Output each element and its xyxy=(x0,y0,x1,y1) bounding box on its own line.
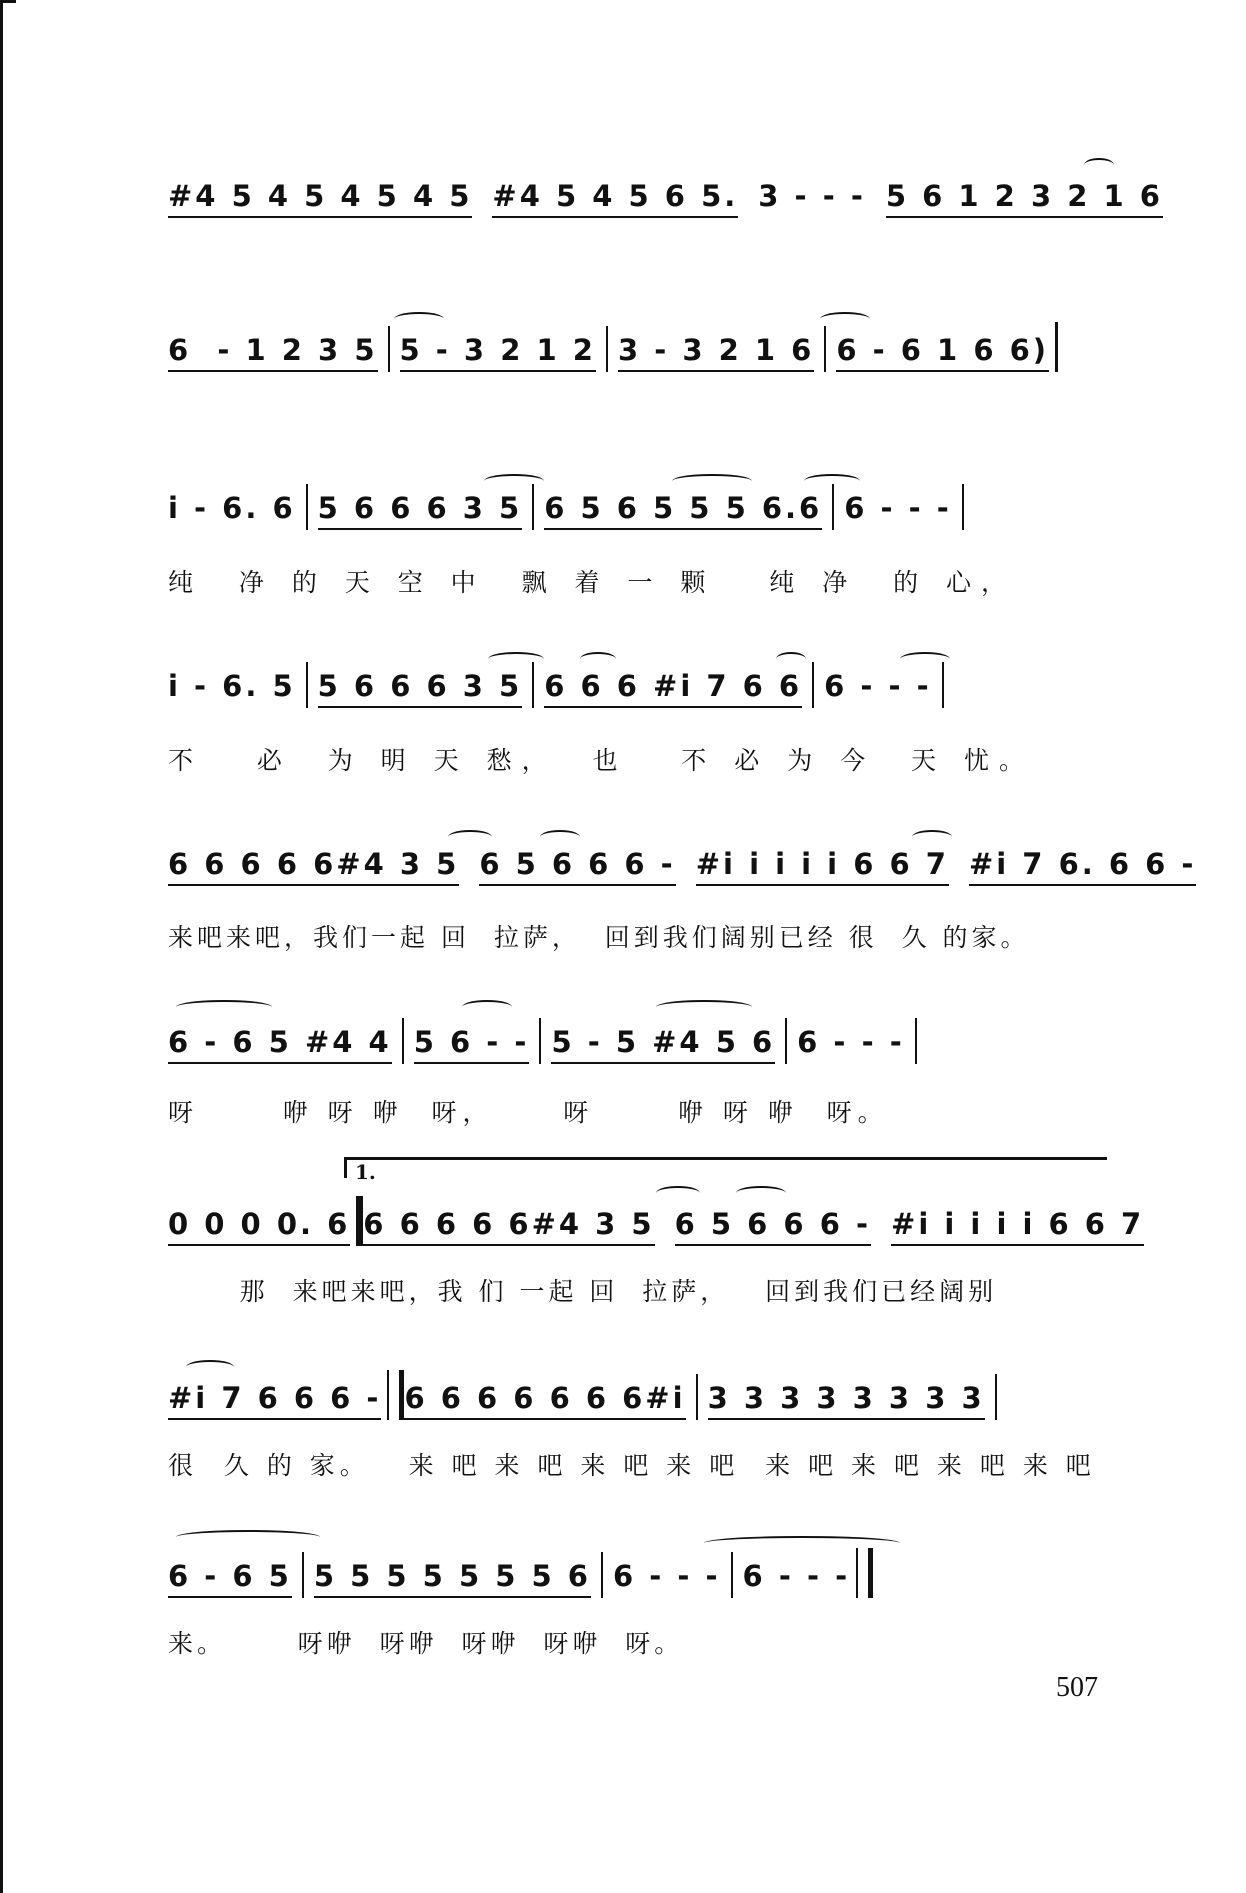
measure: 0 0 0 0. 6 xyxy=(168,1207,350,1246)
barline xyxy=(824,326,826,372)
staff-row-1 xyxy=(168,172,1163,218)
measure: 6 - - - xyxy=(844,491,952,525)
barline xyxy=(532,484,534,530)
slur xyxy=(580,652,616,666)
staff-row-6 xyxy=(168,1018,1114,1064)
barline xyxy=(388,326,390,372)
barline xyxy=(995,1374,997,1420)
measure: 6 5 6 6 6 - xyxy=(675,1207,871,1246)
measure: 5 6 1 2 3 2 1 6 xyxy=(886,179,1163,218)
barline xyxy=(402,1018,404,1064)
staff-row-7 xyxy=(168,1196,1145,1246)
measure: i - 6. 5 xyxy=(168,669,296,703)
slur xyxy=(1084,158,1114,172)
slur xyxy=(912,830,952,844)
measure: 3 3 3 3 3 3 3 3 xyxy=(708,1381,985,1420)
barline xyxy=(306,662,308,708)
final-barline xyxy=(856,1548,873,1598)
page-edge-left xyxy=(0,0,3,1893)
measure: #4 5 4 5 4 5 4 5 xyxy=(168,179,472,218)
measure: 6 - 1 2 3 5 xyxy=(168,333,378,372)
slur xyxy=(462,1000,512,1014)
measure: 5 6 6 6 3 5 xyxy=(318,669,523,708)
measure: i - 6. 6 xyxy=(168,491,296,525)
slur xyxy=(176,1000,272,1014)
barline xyxy=(812,662,814,708)
slur xyxy=(736,1186,786,1200)
staff-row-5 xyxy=(168,840,1197,886)
barline xyxy=(1055,322,1058,372)
measure: 6 6 6 6 6 6 6#i xyxy=(404,1381,685,1420)
barline xyxy=(832,484,834,530)
measure: 5 - 5 #4 5 6 xyxy=(551,1025,775,1064)
measure: 6 6 6 6 6#4 3 5 xyxy=(168,847,459,886)
repeat-end-barline xyxy=(387,1370,404,1420)
measure: 3 - - - xyxy=(758,179,866,213)
slur xyxy=(448,830,492,844)
barline xyxy=(942,662,944,708)
slur xyxy=(704,1536,900,1550)
slur xyxy=(804,474,860,488)
measure: 6 - - - xyxy=(797,1025,905,1059)
measure: 6 - 6 1 6 6) xyxy=(836,333,1049,372)
lyric-line-5: 那 来吧来吧，我 们 一起 回 拉萨， 回到我们已经阔别 xyxy=(168,1277,998,1306)
barline xyxy=(302,1552,304,1598)
slur xyxy=(540,830,580,844)
lyric-line-1: 纯 净 的 天 空 中 飘 着 一 颗 纯 净 的 心， xyxy=(168,568,1017,597)
barline xyxy=(696,1374,698,1420)
slur xyxy=(776,652,806,666)
slur xyxy=(656,1186,700,1200)
staff-row-4 xyxy=(168,662,1114,708)
slur xyxy=(672,474,752,488)
measure: 6 6 6 6 6#4 3 5 xyxy=(363,1207,654,1246)
measure: 6 5 6 6 6 - xyxy=(479,847,675,886)
barline xyxy=(962,484,964,530)
page-edge-top xyxy=(0,0,16,3)
measure: #i i i i i 6 6 7 xyxy=(696,847,949,886)
staff-row-2 xyxy=(168,322,1114,372)
barline xyxy=(785,1018,787,1064)
barline xyxy=(606,326,608,372)
measure: #4 5 4 5 6 5. xyxy=(492,179,738,218)
measure: 3 - 3 2 1 6 xyxy=(618,333,814,372)
lyric-line-2: 不 必 为 明 天 愁， 也 不 必 为 今 天 忧。 xyxy=(168,746,1034,775)
barline xyxy=(915,1018,917,1064)
slur xyxy=(656,1000,752,1014)
volta-bracket xyxy=(344,1157,1107,1184)
measure: #i 7 6 6 6 - xyxy=(168,1381,381,1420)
repeat-start-barline xyxy=(356,1196,363,1246)
barline xyxy=(306,484,308,530)
measure: 5 6 - - xyxy=(414,1025,530,1064)
staff-row-3 xyxy=(168,484,1114,530)
lyric-line-7: 来。 呀咿 呀咿 呀咿 呀咿 呀。 xyxy=(168,1629,684,1658)
staff-row-8 xyxy=(168,1370,1114,1420)
measure: 6 - 6 5 xyxy=(168,1559,292,1598)
measure: 5 - 3 2 1 2 xyxy=(400,333,596,372)
staff-row-9 xyxy=(168,1548,1114,1598)
barline xyxy=(601,1552,603,1598)
lyric-line-3: 来吧来吧，我们一起 回 拉萨， 回到我们阔别已经 很 久 的家。 xyxy=(168,923,1030,952)
slur xyxy=(484,474,544,488)
measure: 5 5 5 5 5 5 5 6 xyxy=(314,1559,591,1598)
page-number: 507 xyxy=(1056,1672,1098,1703)
slur xyxy=(176,1530,320,1544)
slur xyxy=(394,312,444,326)
slur xyxy=(488,652,544,666)
measure: #i 7 6. 6 6 - xyxy=(969,847,1197,886)
measure: 6 - 6 5 #4 4 xyxy=(168,1025,392,1064)
barline xyxy=(731,1552,733,1598)
lyric-line-6: 很 久 的 家。 来 吧 来 吧 来 吧 来 吧 来 吧 来 吧 来 吧 来 吧 xyxy=(168,1451,1096,1480)
volta-label: 1. xyxy=(355,1160,376,1184)
slur xyxy=(900,652,950,666)
barline xyxy=(532,662,534,708)
measure: 5 6 6 6 3 5 xyxy=(318,491,523,530)
barline xyxy=(539,1018,541,1064)
measure: 6 - - - xyxy=(612,1559,721,1593)
measure: #i i i i i 6 6 7 xyxy=(891,1207,1144,1246)
slur xyxy=(186,1360,234,1374)
measure: 6 - - - xyxy=(742,1559,851,1593)
slur xyxy=(820,312,870,326)
measure: 6 5 6 5 5 5 6.6 xyxy=(544,491,822,530)
lyric-line-4: 呀 咿 呀 咿 呀， 呀 咿 呀 咿 呀。 xyxy=(168,1098,889,1127)
measure: 6 - - - xyxy=(824,669,932,703)
measure: 6 6 6 #i 7 6 6 xyxy=(544,669,802,708)
